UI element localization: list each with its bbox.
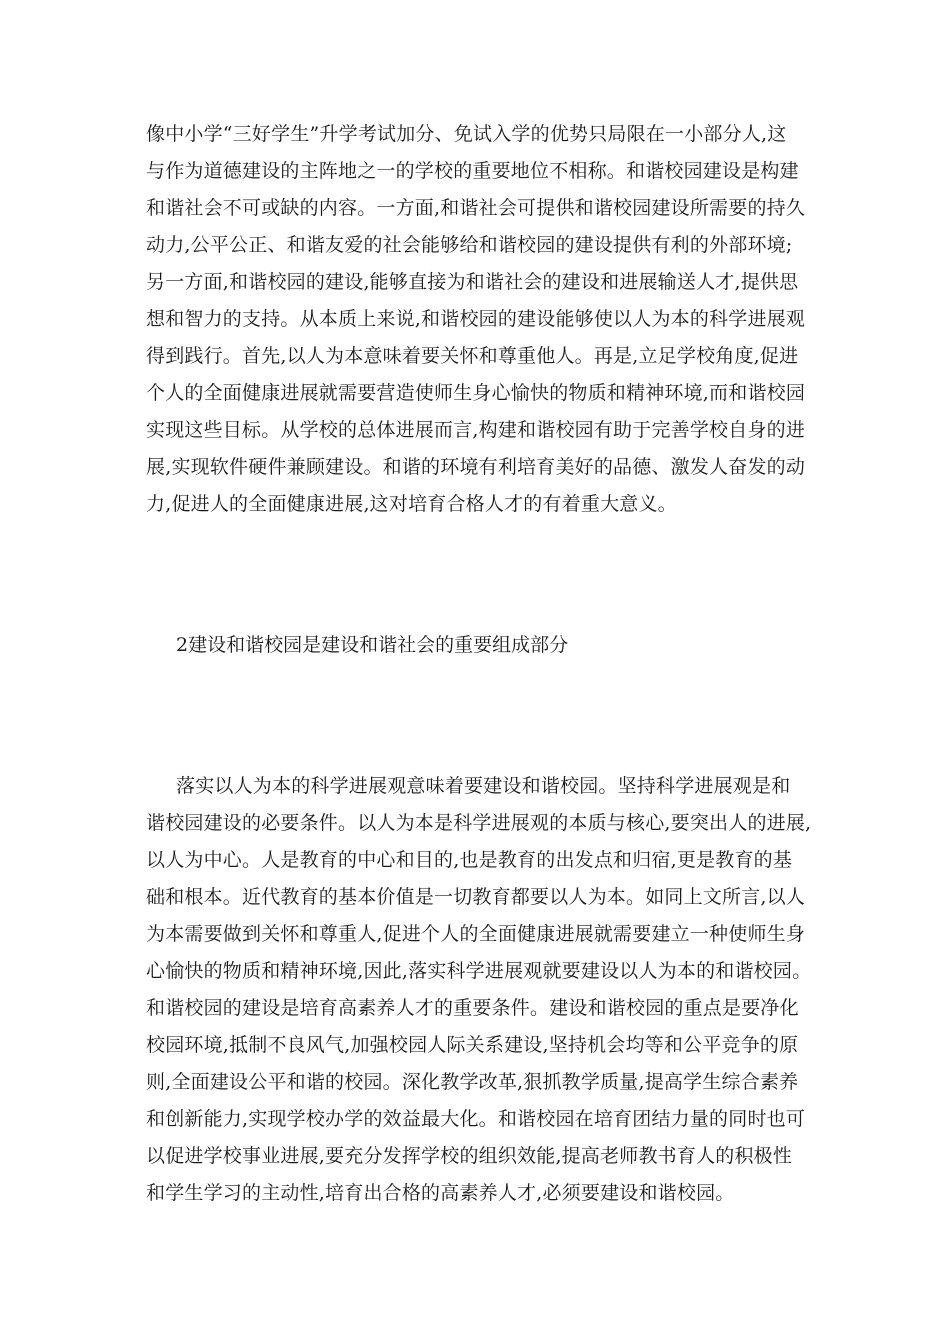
- paragraph-line: 校园环境,抵制不良风气,加强校园人际关系建设,坚持机会均等和公平竞争的原: [146, 1034, 799, 1056]
- paragraph-line: 谐校园建设的必要条件。以人为本是科学进展观的本质与核心,要突出人的进展,: [146, 812, 812, 834]
- paragraph-line: 展,实现软件硬件兼顾建设。和谐的环境有利培育美好的品德、激发人奋发的动: [146, 456, 806, 478]
- paragraph-line: 以促进学校事业进展,要充分发挥学校的组织效能,提高老师教书育人的积极性: [146, 1145, 793, 1167]
- paragraph-line: 个人的全面健康进展就需要营造使师生身心愉快的物质和精神环境,而和谐校园: [146, 382, 806, 404]
- paragraph-line: 以人为中心。人是教育的中心和目的,也是教育的出发点和归宿,更是教育的基: [146, 849, 793, 871]
- paragraph-line: 和谐社会不可或缺的内容。一方面,和谐社会可提供和谐校园建设所需要的持久: [146, 197, 806, 219]
- paragraph-line: 力,促进人的全面健康进展,这对培育合格人才的有着重大意义。: [146, 493, 677, 515]
- paragraph-line: 与作为道德建设的主阵地之一的学校的重要地位不相称。和谐校园建设是构建: [146, 160, 799, 182]
- section-heading: 2建设和谐校园是建设和谐社会的重要组成部分: [176, 634, 569, 656]
- paragraph-line: 得到践行。首先,以人为本意味着要关怀和尊重他人。再是,立足学校角度,促进: [146, 345, 799, 367]
- paragraph-line: 想和智力的支持。从本质上来说,和谐校园的建设能够使以人为本的科学进展观: [146, 308, 806, 330]
- paragraph-line: 为本需要做到关怀和尊重人,促进个人的全面健康进展就需要建立一种使师生身: [146, 923, 806, 945]
- paragraph-line: 则,全面建设公平和谐的校园。深化教学改革,狠抓教学质量,提高学生综合素养: [146, 1071, 799, 1093]
- paragraph-line: 落实以人为本的科学进展观意味着要建设和谐校园。坚持科学进展观是和: [176, 775, 791, 797]
- paragraph-line: 实现这些目标。从学校的总体进展而言,构建和谐校园有助于完善学校自身的进: [146, 419, 806, 441]
- paragraph-line: 础和根本。近代教育的基本价值是一切教育都要以人为本。如同上文所言,以人: [146, 886, 806, 908]
- paragraph-line: 心愉快的物质和精神环境,因此,落实科学进展观就要建设以人为本的和谐校园。: [146, 960, 812, 982]
- paragraph-line: 动力,公平公正、和谐友爱的社会能够给和谐校园的建设提供有利的外部环境;: [146, 234, 793, 256]
- paragraph-line: 像中小学“三好学生”升学考试加分、免试入学的优势只局限在一小部分人,这: [146, 123, 787, 145]
- paragraph-line: 另一方面,和谐校园的建设,能够直接为和谐社会的建设和进展输送人才,提供思: [146, 271, 799, 293]
- paragraph-line: 和谐校园的建设是培育高素养人才的重要条件。建设和谐校园的重点是要净化: [146, 997, 799, 1019]
- paragraph-line: 和创新能力,实现学校办学的效益最大化。和谐校园在培育团结力量的同时也可: [146, 1108, 806, 1130]
- paragraph-line: 和学生学习的主动性,培育出合格的高素养人才,必须要建设和谐校园。: [146, 1182, 735, 1204]
